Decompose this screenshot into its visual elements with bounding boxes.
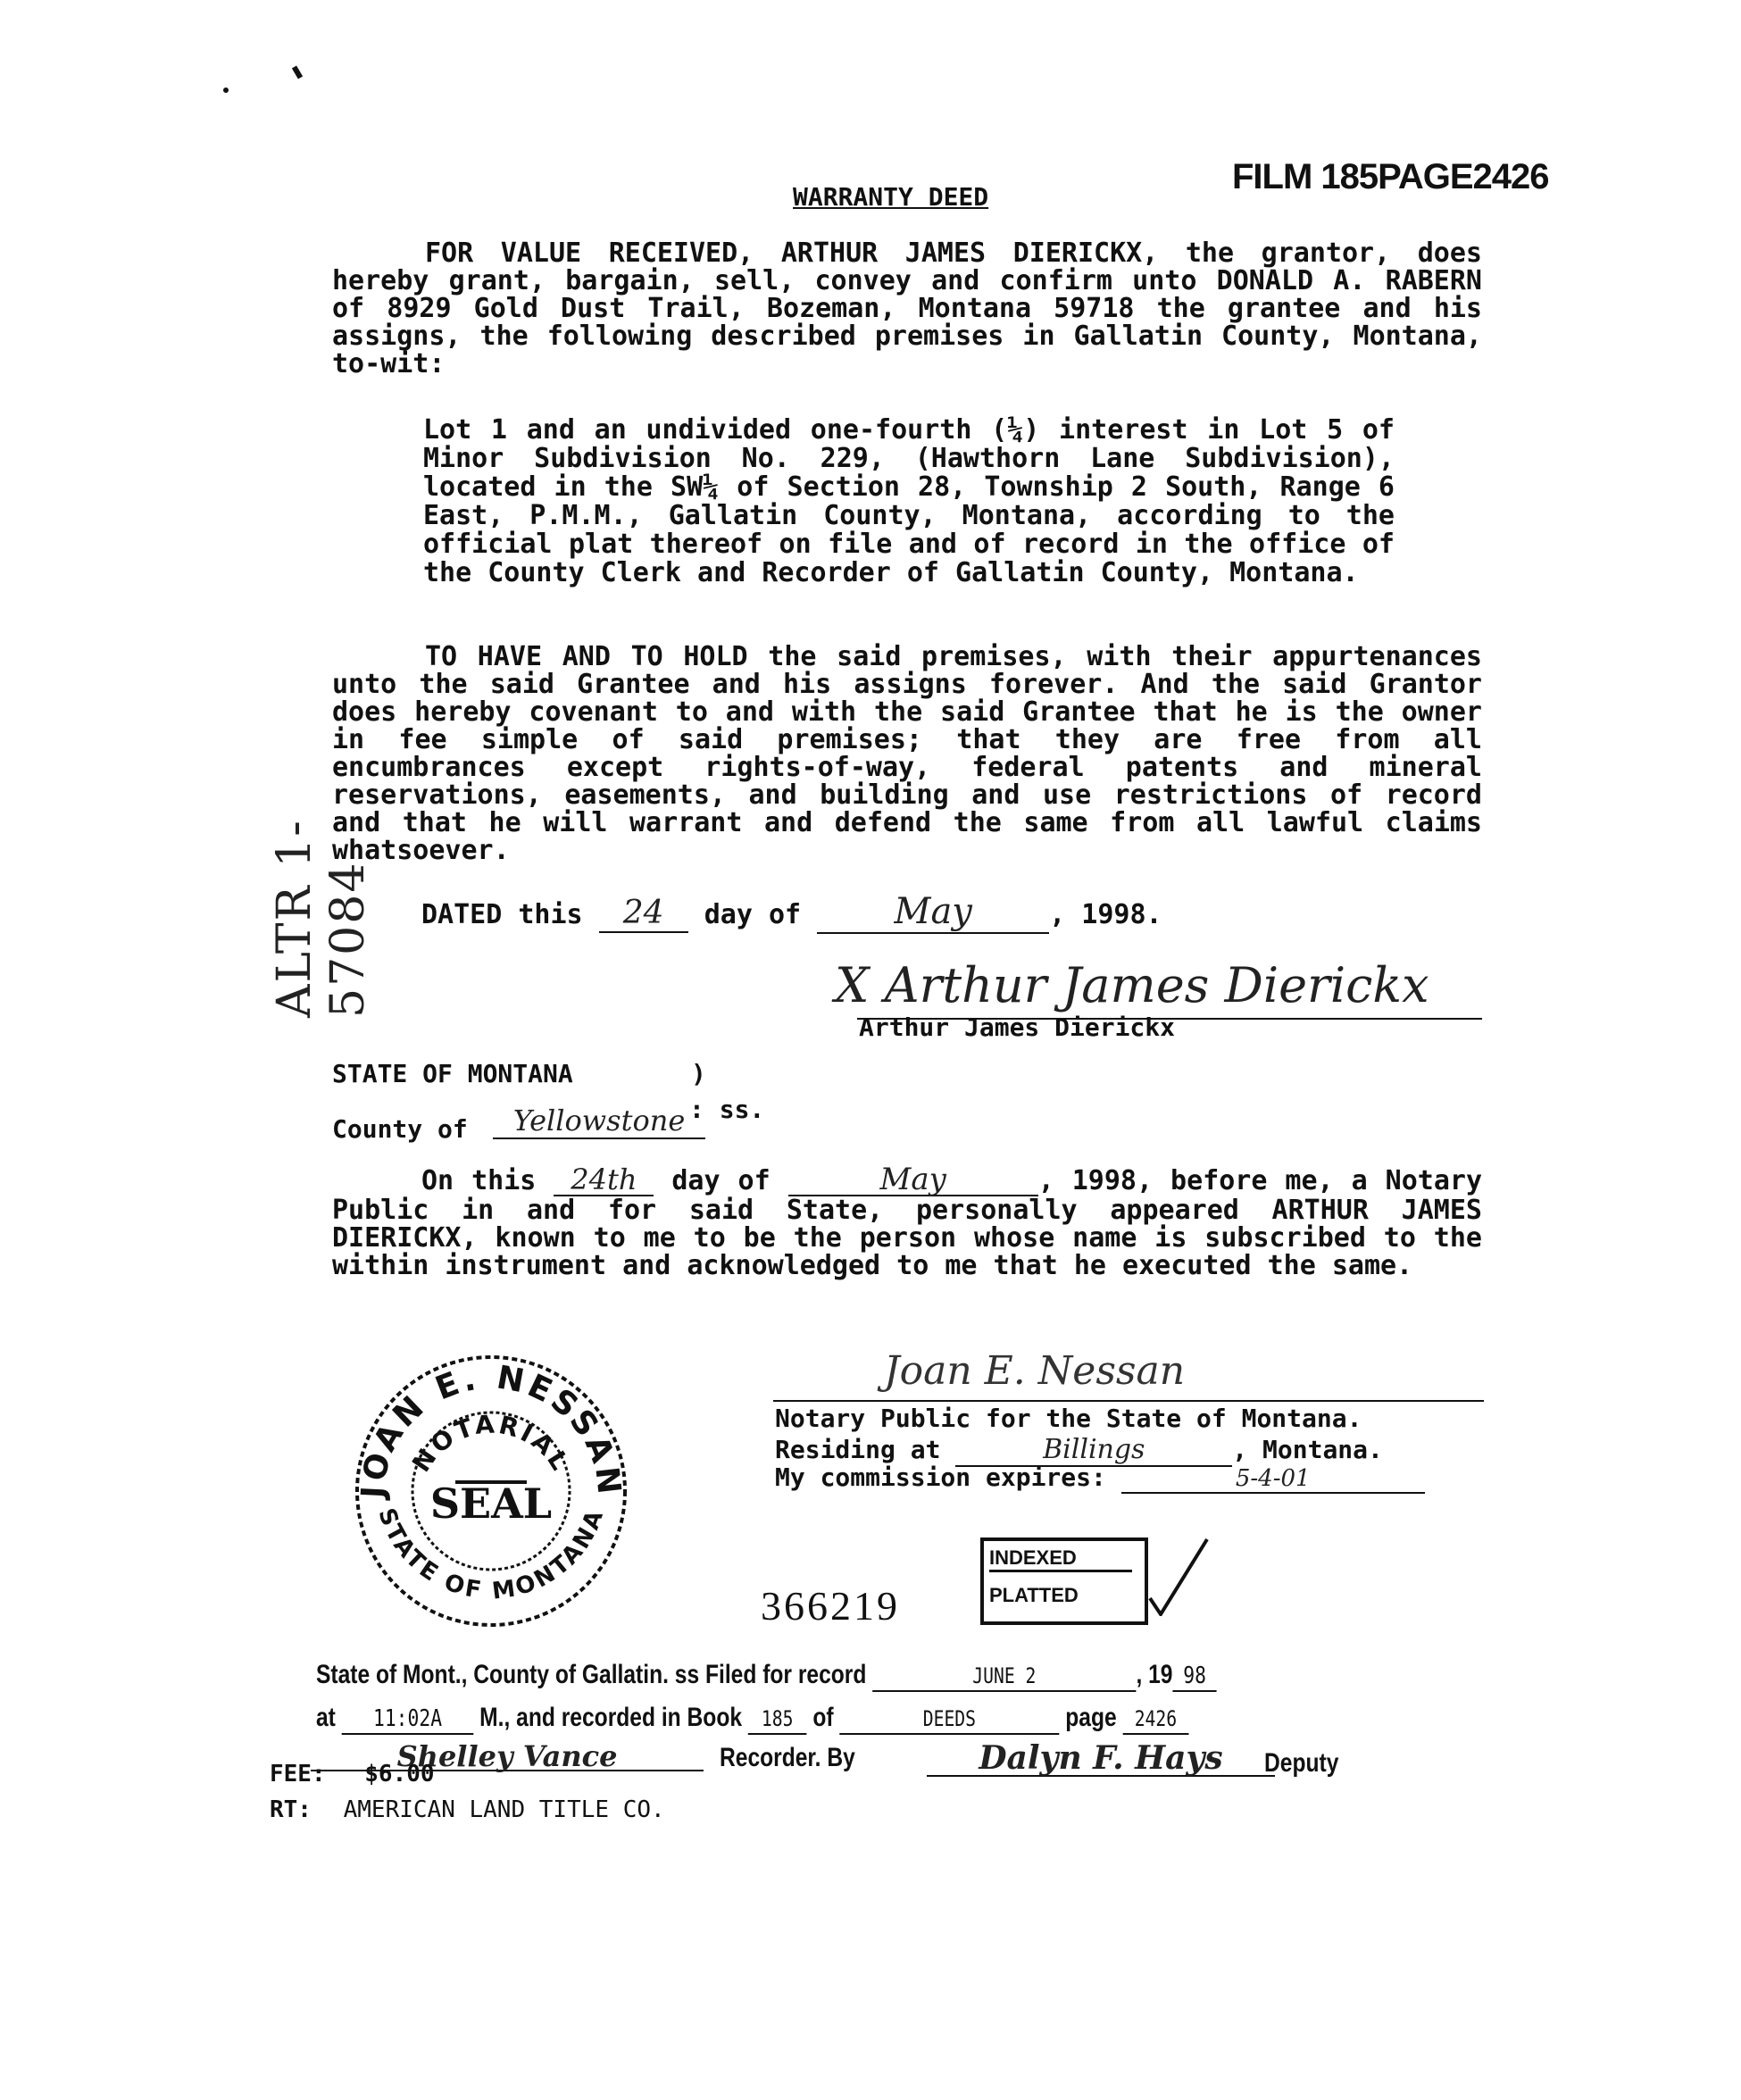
habendum-text: TO HAVE AND TO HOLD the said premises, with their appurtenances unto the said Grantee and his assigns forever. And the said Grantor does hereby covenant to and with the said Grantee that he is the owner in fee simple of said premises; that they are free from all encumbrances except rights-of-way, federal patents and mineral reservations, easements, and building and use restrictions of record and that he will warrant and defend the same from all lawful claims whatsoever.: [332, 641, 1482, 866]
svg-text:NOTARIAL: [406, 1409, 576, 1477]
ack-month-field: [788, 1162, 1038, 1197]
recording-line-2: [316, 1702, 1188, 1735]
recording-records: DEEDS: [922, 1706, 977, 1731]
legal-description: [423, 416, 1395, 588]
ack-mid: day of: [671, 1165, 771, 1196]
commission-label: My commission expires:: [775, 1462, 1106, 1492]
page-label: page: [1065, 1703, 1117, 1732]
notary-title: Notary Public for the State of Montana.: [775, 1404, 1362, 1433]
legal-description-text: Lot 1 and an undivided one-fourth (¼) interest in Lot 5 of Minor Subdivision No. 229, (Hawthorn Lane Subdivision), located in the SW¼ of Section 28, Township 2 South, Range 6 East, P.M.M., Gallatin County, Montana, according to the official plat thereof on file and of record in the office of the County Clerk and Recorder of Gallatin County, Montana.: [423, 414, 1395, 588]
grant-text: FOR VALUE RECEIVED, ARTHUR JAMES DIERICKX, the grantor, does hereby grant, bargain, sell, convey and confirm unto DONALD A. RABERN of 8929 Gold Dust Trail, Bozeman, Montana 59718 the grantee and his assigns, the following described premises in Gallatin County, Montana, to-wit:: [332, 238, 1482, 379]
notary-commission: [775, 1462, 1425, 1494]
seal-center-text: SEAL: [429, 1479, 553, 1528]
rt-line: [270, 1796, 665, 1823]
venue-paren: ): [691, 1059, 706, 1088]
seal-bottom-text: STATE OF MONTANA: [372, 1504, 610, 1605]
deputy-signature: Dalyn F. Hays: [979, 1739, 1223, 1777]
venue-county-value: Yellowstone: [512, 1104, 686, 1138]
residing-value: Billings: [1043, 1434, 1145, 1465]
notary-signature: Joan E. Nessan: [884, 1348, 1186, 1394]
venue-county-label: County of: [332, 1114, 468, 1144]
recording-date-field: [872, 1659, 1136, 1692]
commission-field: [1121, 1462, 1425, 1494]
stamp-platted: PLATTED: [989, 1584, 1079, 1606]
recording-book: 185: [761, 1706, 794, 1731]
dated-day: 24: [622, 895, 664, 931]
ack-month: May: [879, 1162, 946, 1197]
grantor-printed-name: Arthur James Dierickx: [859, 1012, 1176, 1042]
notary-signature-line: [773, 1400, 1484, 1402]
scan-speck: [223, 88, 229, 93]
index-stamp: [980, 1538, 1148, 1625]
dated-month: May: [894, 891, 972, 932]
page-field: [1122, 1702, 1188, 1735]
ack-prefix: On this: [421, 1165, 537, 1196]
film-reference: FILM 185PAGE2426: [1232, 157, 1549, 196]
dated-month-field: [817, 891, 1049, 934]
checkmark-icon: [1143, 1536, 1214, 1616]
book-field: [748, 1702, 807, 1735]
stamp-checkmark: [1143, 1536, 1214, 1620]
document-title: WARRANTY DEED: [793, 182, 989, 212]
recording-line-1: [316, 1659, 1217, 1692]
ack-day: 24th: [571, 1162, 637, 1196]
recording-year-field: [1172, 1659, 1216, 1692]
document-number: 366219: [761, 1583, 900, 1629]
recording-year-prefix: , 19: [1136, 1660, 1173, 1689]
fee-line: [270, 1761, 435, 1788]
rt-label: RT:: [270, 1796, 312, 1823]
recorder-label: Recorder. By: [720, 1743, 855, 1772]
of-label: of: [812, 1703, 834, 1732]
recording-date: JUNE 2: [972, 1663, 1037, 1688]
recorder-name: Shelley Vance: [396, 1739, 618, 1773]
grant-paragraph: [332, 239, 1482, 378]
fee-label: FEE:: [270, 1761, 326, 1788]
venue-state: STATE OF MONTANA: [332, 1059, 573, 1088]
scan-speck: [292, 65, 303, 79]
dated-mid: day of: [704, 899, 802, 930]
time-field: [342, 1702, 474, 1735]
recording-line-3: [311, 1739, 1525, 1793]
deputy-label: Deputy: [1264, 1748, 1339, 1778]
seal-top-text: JOAN E. NESSAN: [354, 1359, 628, 1500]
fee-value: $6.00: [364, 1761, 435, 1788]
recording-year: 98: [1183, 1662, 1206, 1689]
time-suffix: M., and recorded in Book: [479, 1703, 743, 1732]
dated-line: [421, 891, 1162, 934]
stamp-indexed: INDEXED: [989, 1546, 1132, 1572]
margin-note: ALTR 1-57084: [268, 819, 375, 1018]
seal-mid-text: NOTARIAL: [406, 1409, 577, 1478]
habendum-paragraph: [332, 643, 1482, 864]
dated-prefix: DATED this: [421, 899, 583, 930]
residing-suffix: , Montana.: [1232, 1435, 1383, 1464]
notarial-seal: [339, 1348, 643, 1634]
recording-label: State of Mont., County of Gallatin. ss Filed for record: [316, 1660, 867, 1689]
records-field: [839, 1702, 1059, 1735]
deputy-signature-field: [927, 1739, 1275, 1777]
venue-ss: : ss.: [689, 1095, 765, 1124]
dated-year: , 1998.: [1049, 899, 1162, 930]
venue-county-field: [493, 1104, 705, 1139]
dated-day-field: [599, 895, 688, 933]
at-label: at: [316, 1703, 336, 1732]
ack-text: , 1998, before me, a Notary Public in and for said State, personally appeared ARTHUR JAMES DIERICKX, known to me to be the person whose name is subscribed to the within instrument and acknowledged to me that he executed the same.: [332, 1165, 1483, 1281]
acknowledgment-paragraph: [332, 1162, 1483, 1281]
rt-value: AMERICAN LAND TITLE CO.: [343, 1796, 665, 1823]
residing-label: Residing at: [775, 1435, 941, 1464]
grantor-signature: X Arthur James Dierickx: [835, 957, 1429, 1013]
seal-graphic: [339, 1348, 643, 1634]
recording-page: 2426: [1134, 1706, 1178, 1731]
recording-time: 11:02A: [373, 1705, 443, 1732]
ack-day-field: [554, 1162, 654, 1196]
commission-value: 5-4-01: [1235, 1465, 1311, 1492]
